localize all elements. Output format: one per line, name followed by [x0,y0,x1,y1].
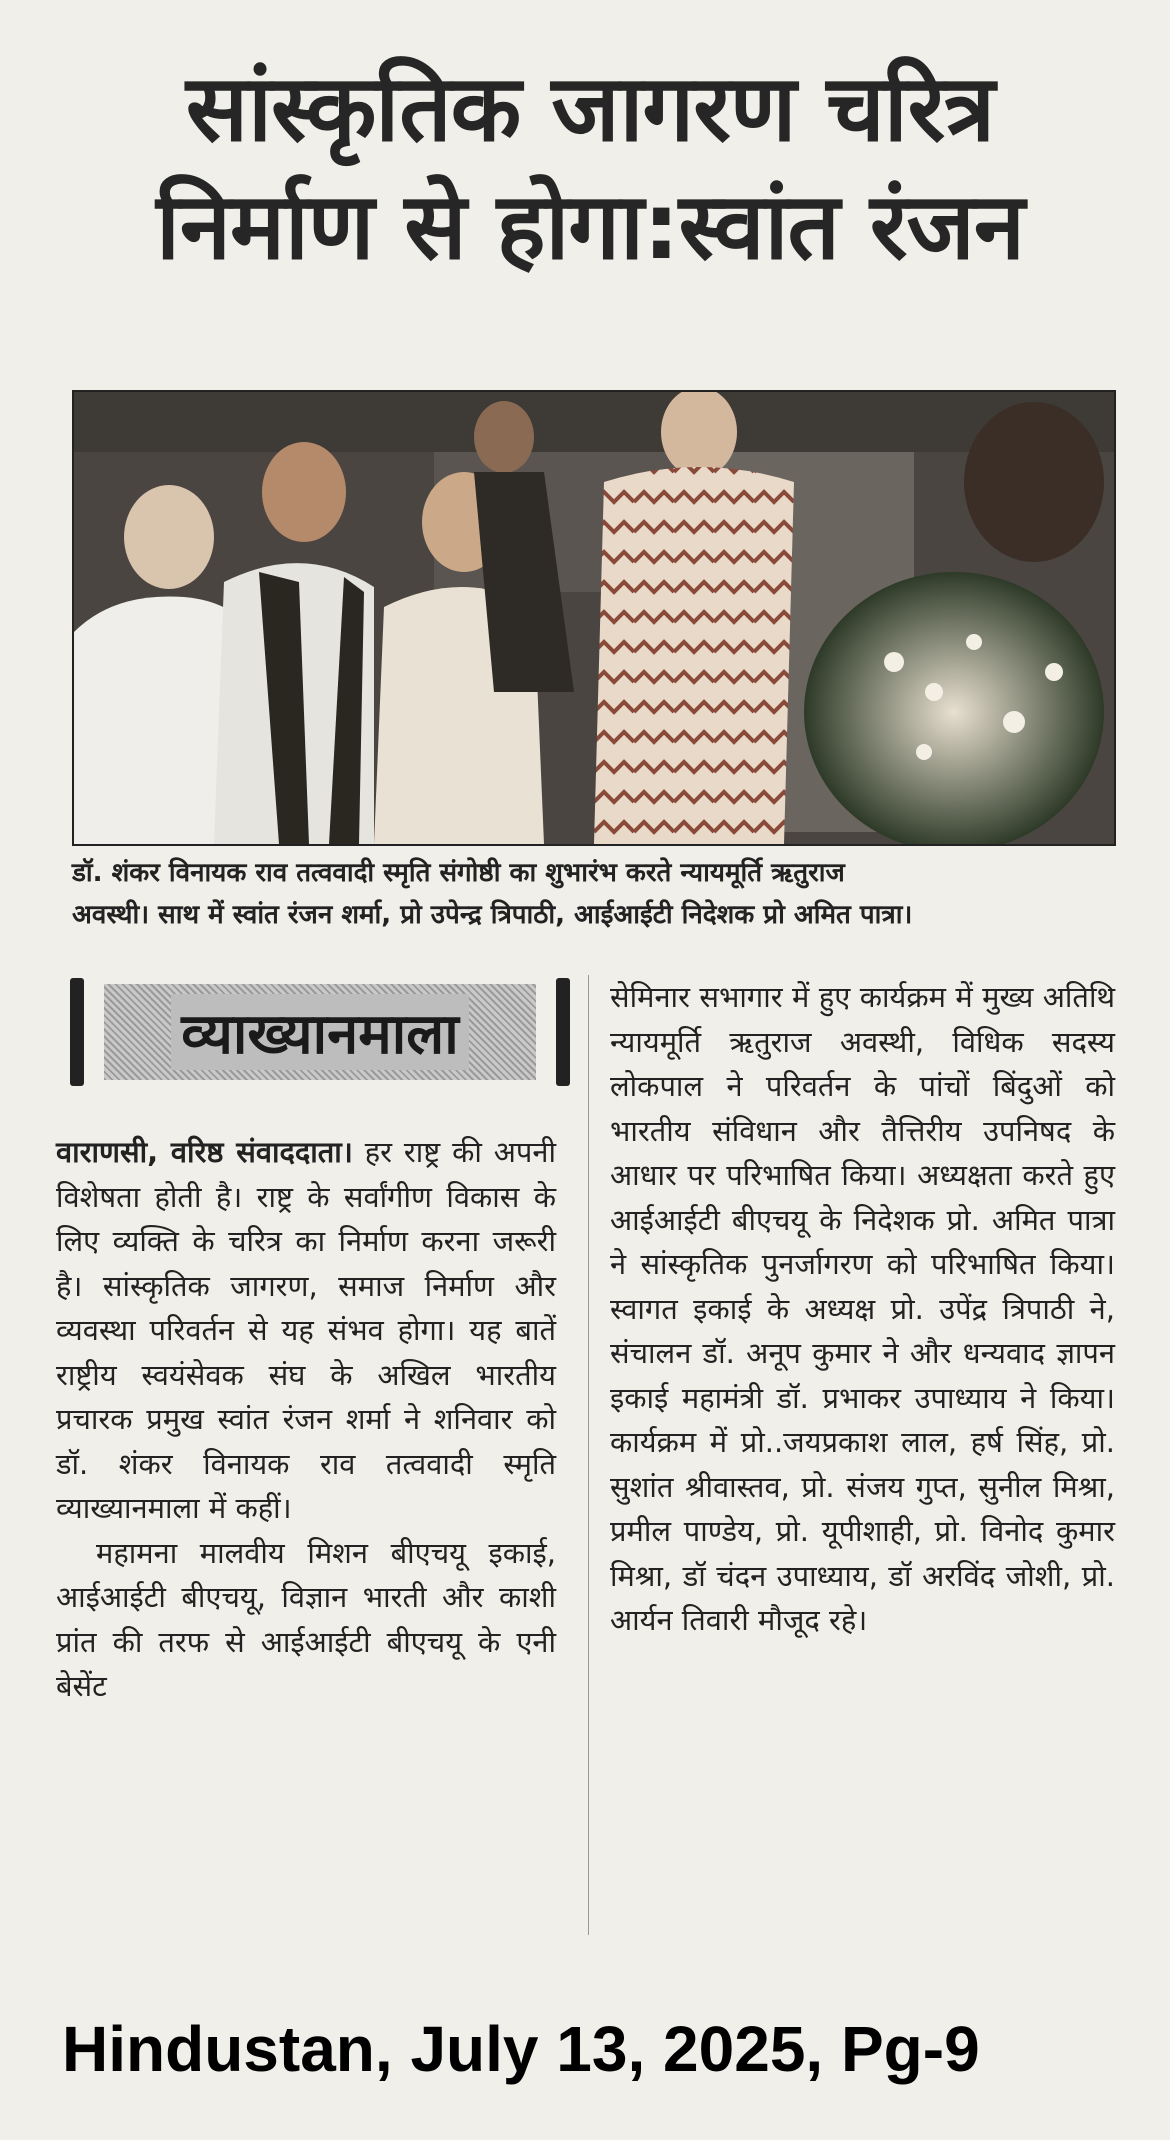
photo-caption [72,852,1117,936]
kicker-label: व्याख्यानमाला [171,994,468,1070]
column-divider [588,975,589,1935]
headline-line-1: सांस्कृतिक जागरण चरित्र [185,55,995,162]
kicker-left-bar [70,978,84,1086]
section-kicker [70,978,570,1086]
headline [70,50,1110,286]
kicker-box [104,984,536,1080]
left-para-1 [56,1130,556,1531]
left-para-1-text: हर राष्ट्र की अपनी विशेषता होती है। राष्ट्र के सर्वांगीण विकास के लिए व्यक्ति के चरित्र का निर्माण करना जरूरी है। सांस्कृतिक जागरण, समाज निर्माण और व्यवस्था परिवर्तन से यह संभव होगा। यह बातें राष्ट्रीय स्वयंसेवक संघ के अखिल भारतीय प्रचारक प्रमुख स्वांत रंजन शर्मा ने शनिवार को डॉ. शंकर विनायक राव तत्ववादी स्मृति व्याख्यानमाला में कहीं। [56,1135,556,1525]
dateline: वाराणसी, वरिष्ठ संवाददाता। [56,1135,353,1169]
kicker-right-bar [556,978,570,1086]
photo-icon [74,392,1114,844]
news-photo [72,390,1116,846]
headline-line-2: निर्माण से होगा:स्वांत रंजन [156,173,1024,280]
caption-line-1: डॉ. शंकर विनायक राव तत्ववादी स्मृति संगोष्ठी का शुभारंभ करते न्यायमूर्ति ऋतुराज [72,858,845,888]
right-column [610,975,1115,1643]
right-para-1: सेमिनार सभागार में हुए कार्यक्रम में मुख्य अतिथि न्यायमूर्ति ऋतुराज अवस्थी, विधिक सदस्य लोकपाल ने परिवर्तन के पांचों बिंदुओं को भारतीय संविधान और तैत्तिरीय उपनिषद के आधार पर परिभाषित किया। अध्यक्षता करते हुए आईआईटी बीएचयू के निदेशक प्रो. अमित पात्रा ने सांस्कृतिक पुनर्जागरण को परिभाषित किया। स्वागत इकाई के अध्यक्ष प्रो. उपेंद्र त्रिपाठी ने, संचालन डॉ. अनूप कुमार ने और धन्यवाद ज्ञापन इकाई महामंत्री डॉ. प्रभाकर उपाध्याय ने किया। कार्यक्रम में प्रो..जयप्रकाश लाल, हर्ष सिंह, प्रो. सुशांत श्रीवास्तव, प्रो. संजय गुप्त, सुनील मिश्रा, प्रमील पाण्डेय, प्रो. यूपीशाही, प्रो. विनोद कुमार मिश्रा, डॉ चंदन उपाध्याय, डॉ अरविंद जोशी, प्रो. आर्यन तिवारी मौजूद रहे। [610,980,1115,1637]
source-label: Hindustan, July 13, 2025, Pg-9 [62,2013,980,2085]
left-para-2: महामना मालवीय मिशन बीएचयू इकाई, आईआईटी बीएचयू, विज्ञान भारती और काशी प्रांत की तरफ से आईआईटी बीएचयू के एनी बेसेंट [56,1535,556,1703]
caption-line-2: अवस्थी। साथ में स्वांत रंजन शर्मा, प्रो उपेन्द्र त्रिपाठी, आईआईटी निदेशक प्रो अमित पात्रा। [72,900,913,930]
left-column [56,1130,556,1709]
